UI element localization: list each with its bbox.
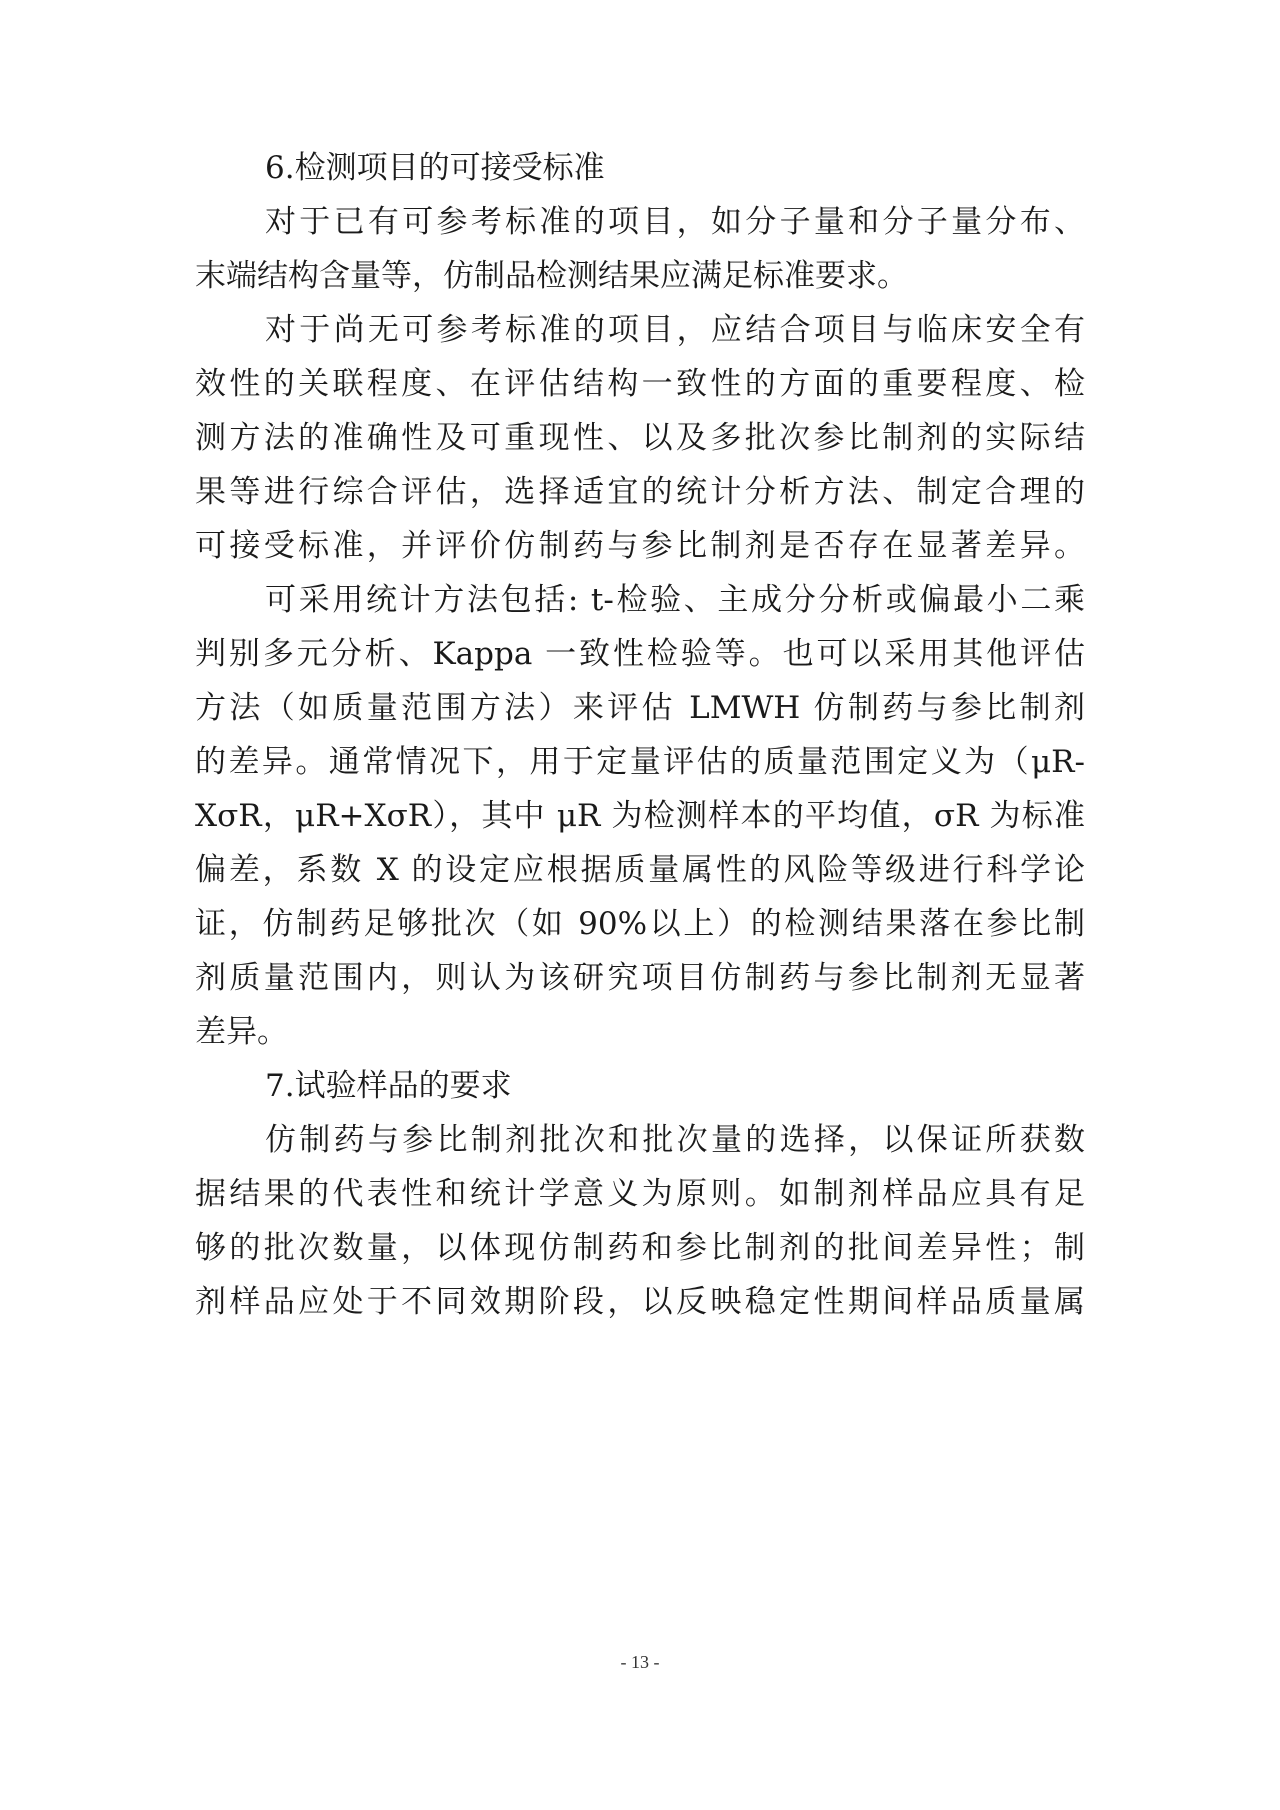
section-heading-6: 6.检测项目的可接受标准 bbox=[265, 150, 605, 186]
paragraph-line: 偏差，系数 X 的设定应根据质量属性的风险等级进行科学论 bbox=[195, 852, 1085, 888]
paragraph-line: 方法（如质量范围方法）来评估 LMWH 仿制药与参比制剂 bbox=[195, 690, 1085, 726]
paragraph-line: 剂质量范围内，则认为该研究项目仿制药与参比制剂无显著 bbox=[195, 960, 1085, 996]
paragraph-line: 证，仿制药足够批次（如 90%以上）的检测结果落在参比制 bbox=[195, 906, 1085, 942]
paragraph-line: 测方法的准确性及可重现性、以及多批次参比制剂的实际结 bbox=[195, 420, 1085, 456]
section-heading-7: 7.试验样品的要求 bbox=[265, 1068, 512, 1104]
paragraph-line: 效性的关联程度、在评估结构一致性的方面的重要程度、检 bbox=[195, 366, 1085, 402]
paragraph-line: 可采用统计方法包括: t-检验、主成分分析或偏最小二乘 bbox=[265, 582, 1085, 618]
paragraph-line: 可接受标准，并评价仿制药与参比制剂是否存在显著差异。 bbox=[195, 528, 1085, 564]
paragraph-line: 剂样品应处于不同效期阶段，以反映稳定性期间样品质量属 bbox=[195, 1284, 1085, 1320]
paragraph-line: 的差异。通常情况下，用于定量评估的质量范围定义为（μR- bbox=[195, 744, 1085, 780]
paragraph-line: 判别多元分析、Kappa 一致性检验等。也可以采用其他评估 bbox=[195, 636, 1085, 672]
paragraph-line: 果等进行综合评估，选择适宜的统计分析方法、制定合理的 bbox=[195, 474, 1085, 510]
paragraph-line: 够的批次数量，以体现仿制药和参比制剂的批间差异性；制 bbox=[195, 1230, 1085, 1266]
paragraph-line: 对于已有可参考标准的项目，如分子量和分子量分布、 bbox=[265, 204, 1085, 240]
paragraph-line: 差异。 bbox=[195, 1014, 288, 1050]
page-number: - 13 - bbox=[620, 1652, 660, 1672]
paragraph-line: XσR，μR+XσR），其中 μR 为检测样本的平均值，σR 为标准 bbox=[195, 798, 1085, 834]
paragraph-line: 据结果的代表性和统计学意义为原则。如制剂样品应具有足 bbox=[195, 1176, 1085, 1212]
paragraph-line: 末端结构含量等，仿制品检测结果应满足标准要求。 bbox=[195, 258, 908, 294]
paragraph-line: 对于尚无可参考标准的项目，应结合项目与临床安全有 bbox=[265, 312, 1085, 348]
paragraph-line: 仿制药与参比制剂批次和批次量的选择，以保证所获数 bbox=[265, 1122, 1085, 1158]
